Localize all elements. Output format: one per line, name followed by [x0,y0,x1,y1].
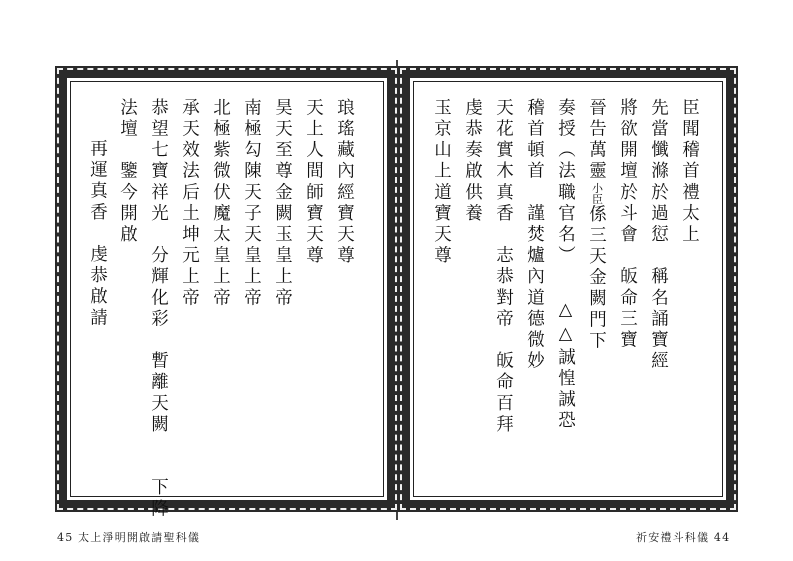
left-column-2: 天上人間師寶天尊 [303,98,324,267]
left-column-6: 承天效法后土坤元上帝 [179,98,200,309]
left-column-5: 北極紫微伏魔太皇上帝 [210,98,231,309]
right-column-4-small-text: 小臣 [590,182,604,205]
right-column-3: 將欲開壇於斗會 皈命三寶 [617,98,638,352]
left-column-3: 昊天至尊金闕玉皇上帝 [272,98,293,309]
left-column-8: 法壇 鑒今開啟 [117,98,138,246]
left-column-1: 琅瑤藏內經寶天尊 [334,98,355,267]
right-column-2: 先當懺滌於過愆 稱名誦寶經 [648,98,669,373]
right-column-4 [587,98,605,352]
right-page-footer [636,529,730,545]
left-column-7: 恭望七寶祥光 分輝化彩 暫離天闕 下降 [148,98,169,520]
left-column-9: 再運真香 虔恭啟請 [87,118,108,329]
left-page-footer [57,529,200,545]
left-running-title: 太上淨明開啟請聖科儀 [78,531,201,544]
right-column-4-text-b: 係三天金闕門下 [586,204,607,353]
right-column-8: 虔恭奏啟供養 [462,98,483,225]
right-column-4-text-a: 晉告萬靈 [586,98,607,183]
right-column-1: 臣聞稽首禮太上 [679,98,700,246]
right-column-6: 稽首頓首 謹焚爐內道德微妙 [524,98,545,373]
right-column-7: 天花實木真香 志恭對帝 皈命百拜 [493,98,514,436]
right-column-9: 玉京山上道寶天尊 [431,98,452,267]
left-page-number: 45 [57,531,74,544]
right-page-number: 44 [713,531,731,544]
right-column-5: 奏授（法職官名） △△誠惶誠恐 [555,98,576,432]
left-column-4: 南極勾陳天子天皇上帝 [241,98,262,309]
right-running-title: 祈安禮斗科儀 [636,531,710,544]
